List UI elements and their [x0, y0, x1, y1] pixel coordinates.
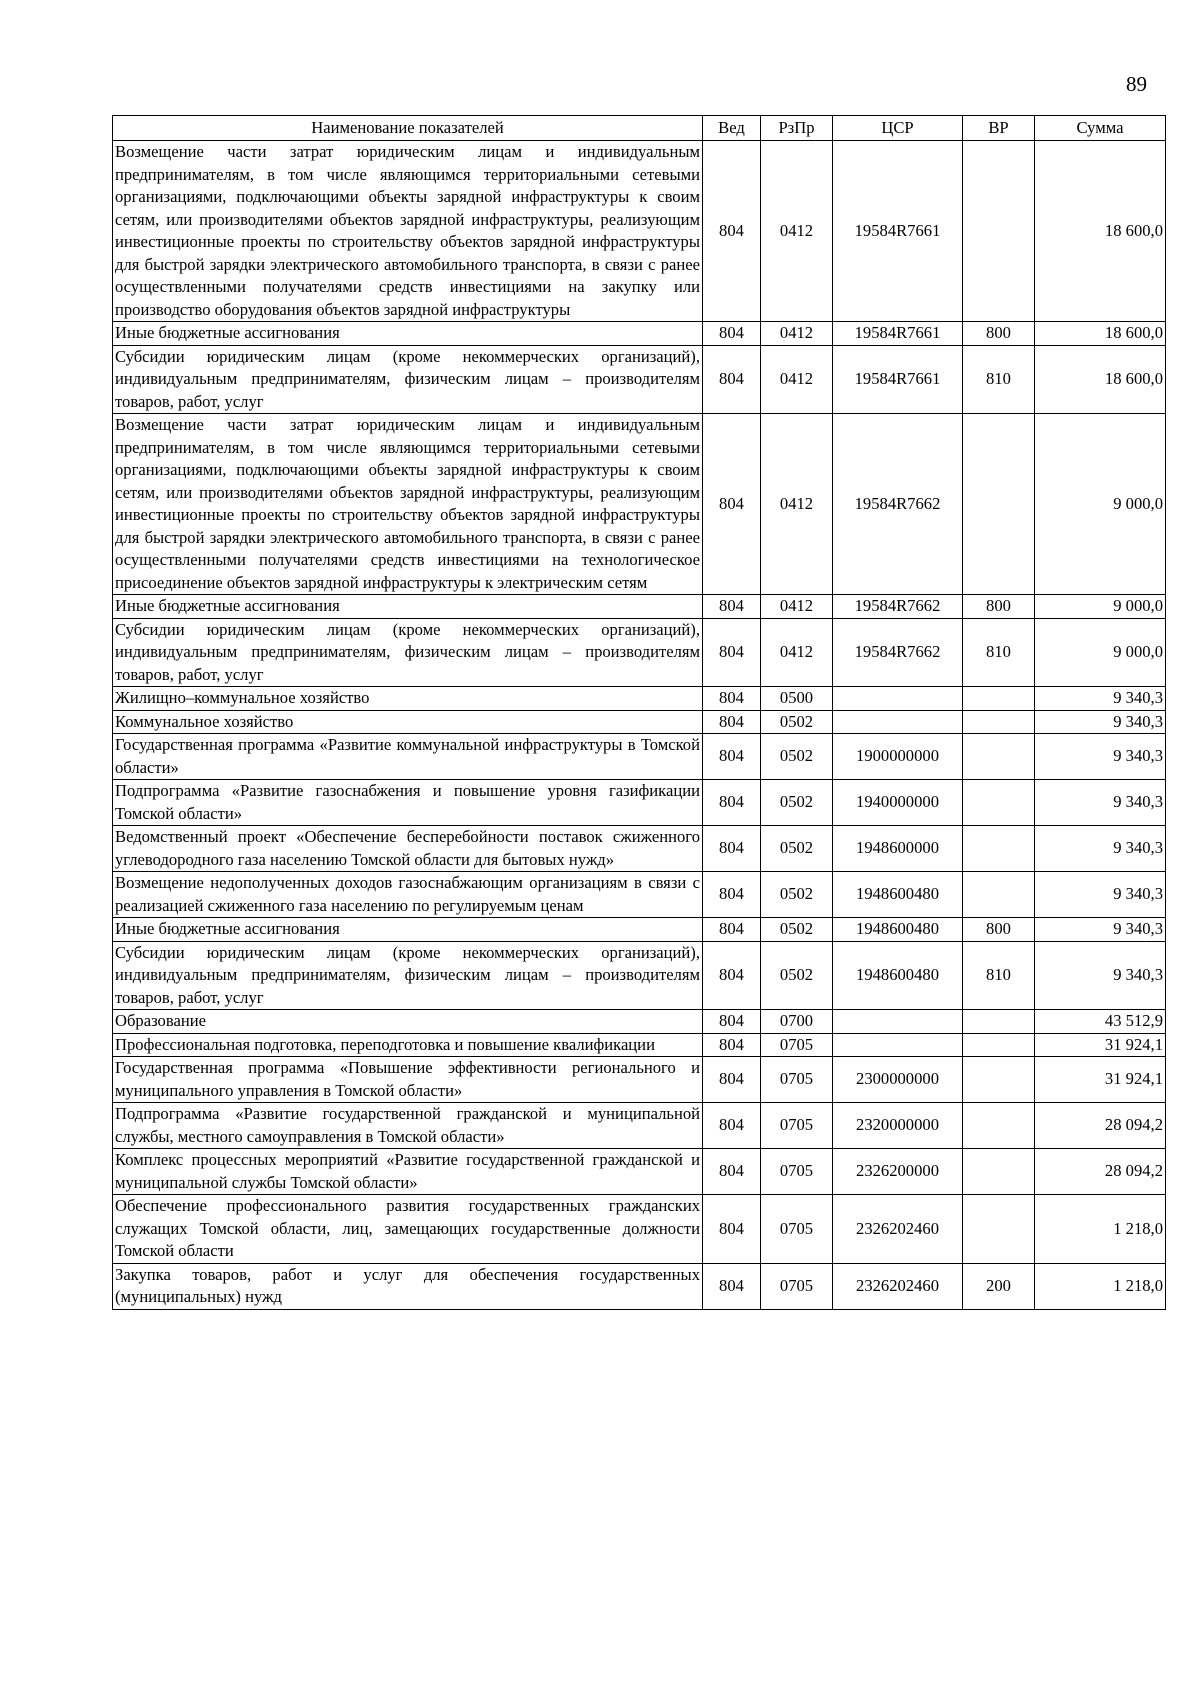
row-vr [963, 414, 1035, 595]
row-csr [833, 1010, 963, 1034]
header-rzpr: РзПр [761, 116, 833, 141]
table-row [113, 687, 1166, 711]
table-row [113, 1149, 1166, 1195]
row-rzpr: 0705 [761, 1057, 833, 1103]
row-vr: 800 [963, 918, 1035, 942]
row-vr [963, 734, 1035, 780]
row-rzpr: 0705 [761, 1149, 833, 1195]
row-vr [963, 687, 1035, 711]
header-sum: Сумма [1035, 116, 1166, 141]
row-sum: 18 600,0 [1035, 345, 1166, 414]
table-header-row [113, 116, 1166, 141]
row-rzpr: 0412 [761, 414, 833, 595]
row-name: Возмещение недополученных доходов газоснабжающим организациям в связи с реализацией сжиженного газа населению по регулируемым ценам [113, 872, 703, 918]
row-name: Субсидии юридическим лицам (кроме некоммерческих организаций), индивидуальным предпринимателям, физическим лицам – производителям товаров, работ, услуг [113, 618, 703, 687]
row-sum: 28 094,2 [1035, 1103, 1166, 1149]
table-row [113, 1263, 1166, 1309]
table-row [113, 322, 1166, 346]
row-rzpr: 0705 [761, 1033, 833, 1057]
row-ved: 804 [703, 710, 761, 734]
row-name: Образование [113, 1010, 703, 1034]
row-vr [963, 1195, 1035, 1264]
row-ved: 804 [703, 687, 761, 711]
row-vr [963, 1033, 1035, 1057]
row-ved: 804 [703, 1263, 761, 1309]
row-sum: 9 340,3 [1035, 872, 1166, 918]
row-csr: 19584R7662 [833, 414, 963, 595]
row-csr: 1948600480 [833, 918, 963, 942]
row-sum: 9 340,3 [1035, 941, 1166, 1010]
row-csr [833, 1033, 963, 1057]
row-vr: 800 [963, 322, 1035, 346]
row-csr: 1940000000 [833, 780, 963, 826]
row-vr: 810 [963, 618, 1035, 687]
row-ved: 804 [703, 918, 761, 942]
row-csr: 19584R7661 [833, 322, 963, 346]
row-vr [963, 1103, 1035, 1149]
row-name: Подпрограмма «Развитие государственной гражданской и муниципальной службы, местного самоуправления в Томской области» [113, 1103, 703, 1149]
row-csr: 2326202460 [833, 1195, 963, 1264]
row-name: Иные бюджетные ассигнования [113, 595, 703, 619]
row-name: Закупка товаров, работ и услуг для обеспечения государственных (муниципальных) нужд [113, 1263, 703, 1309]
row-vr: 810 [963, 941, 1035, 1010]
row-rzpr: 0502 [761, 826, 833, 872]
row-rzpr: 0412 [761, 322, 833, 346]
row-vr: 200 [963, 1263, 1035, 1309]
header-csr: ЦСР [833, 116, 963, 141]
row-ved: 804 [703, 872, 761, 918]
row-sum: 31 924,1 [1035, 1057, 1166, 1103]
row-sum: 9 000,0 [1035, 414, 1166, 595]
row-name: Комплекс процессных мероприятий «Развитие государственной гражданской и муниципальной службы Томской области» [113, 1149, 703, 1195]
row-vr [963, 780, 1035, 826]
table-row [113, 414, 1166, 595]
row-rzpr: 0705 [761, 1195, 833, 1264]
row-vr [963, 141, 1035, 322]
row-csr: 1948600480 [833, 941, 963, 1010]
row-name: Иные бюджетные ассигнования [113, 918, 703, 942]
row-csr: 19584R7662 [833, 618, 963, 687]
row-sum: 1 218,0 [1035, 1195, 1166, 1264]
row-ved: 804 [703, 1010, 761, 1034]
row-name: Профессиональная подготовка, переподготовка и повышение квалификации [113, 1033, 703, 1057]
row-csr: 2320000000 [833, 1103, 963, 1149]
row-ved: 804 [703, 1057, 761, 1103]
table-row [113, 1057, 1166, 1103]
row-csr: 1948600000 [833, 826, 963, 872]
row-rzpr: 0705 [761, 1263, 833, 1309]
row-ved: 804 [703, 826, 761, 872]
row-csr: 1900000000 [833, 734, 963, 780]
row-sum: 18 600,0 [1035, 322, 1166, 346]
table-row [113, 1195, 1166, 1264]
row-ved: 804 [703, 941, 761, 1010]
row-sum: 18 600,0 [1035, 141, 1166, 322]
table-row [113, 710, 1166, 734]
row-name: Возмещение части затрат юридическим лицам и индивидуальным предпринимателям, в том числе являющимся территориальными сетевыми организациями, подключающими объекты зарядной инфраструктуры к своим сетям, или производителями объектов зарядной инфраструктуры, реализующим инвестиционные проекты по строительству объектов зарядной инфраструктуры для быстрой зарядки электрического автомобильного транспорта, в связи с ранее осуществленными получателями средств инвестициями на закупку или производство оборудования объектов зарядной инфраструктуры [113, 141, 703, 322]
row-csr: 2300000000 [833, 1057, 963, 1103]
row-rzpr: 0705 [761, 1103, 833, 1149]
row-name: Субсидии юридическим лицам (кроме некоммерческих организаций), индивидуальным предпринимателям, физическим лицам – производителям товаров, работ, услуг [113, 345, 703, 414]
row-ved: 804 [703, 322, 761, 346]
row-rzpr: 0502 [761, 710, 833, 734]
row-rzpr: 0502 [761, 941, 833, 1010]
row-ved: 804 [703, 1103, 761, 1149]
row-sum: 9 340,3 [1035, 826, 1166, 872]
row-csr: 1948600480 [833, 872, 963, 918]
row-ved: 804 [703, 345, 761, 414]
table-row [113, 734, 1166, 780]
row-vr [963, 1149, 1035, 1195]
row-sum: 43 512,9 [1035, 1010, 1166, 1034]
row-name: Государственная программа «Развитие коммунальной инфраструктуры в Томской области» [113, 734, 703, 780]
header-vr: ВР [963, 116, 1035, 141]
row-rzpr: 0412 [761, 595, 833, 619]
row-ved: 804 [703, 414, 761, 595]
table-row [113, 918, 1166, 942]
row-sum: 1 218,0 [1035, 1263, 1166, 1309]
row-vr: 800 [963, 595, 1035, 619]
row-sum: 9 000,0 [1035, 618, 1166, 687]
row-ved: 804 [703, 595, 761, 619]
row-vr: 810 [963, 345, 1035, 414]
row-name: Возмещение части затрат юридическим лицам и индивидуальным предпринимателям, в том числе являющимся территориальными сетевыми организациями, подключающими объекты зарядной инфраструктуры к своим сетям, или производителями объектов зарядной инфраструктуры, реализующим инвестиционные проекты по строительству объектов зарядной инфраструктуры для быстрой зарядки электрического автомобильного транспорта, в связи с ранее осуществленными получателями средств инвестициями на технологическое присоединение объектов зарядной инфраструктуры к электрическим сетям [113, 414, 703, 595]
row-rzpr: 0500 [761, 687, 833, 711]
row-ved: 804 [703, 1033, 761, 1057]
row-sum: 9 000,0 [1035, 595, 1166, 619]
row-vr [963, 826, 1035, 872]
row-csr: 19584R7661 [833, 141, 963, 322]
row-csr [833, 710, 963, 734]
table-row [113, 595, 1166, 619]
row-rzpr: 0412 [761, 345, 833, 414]
row-rzpr: 0502 [761, 918, 833, 942]
row-vr [963, 1057, 1035, 1103]
row-ved: 804 [703, 1149, 761, 1195]
row-vr [963, 1010, 1035, 1034]
table-row [113, 1010, 1166, 1034]
table-row [113, 872, 1166, 918]
row-ved: 804 [703, 618, 761, 687]
row-vr [963, 872, 1035, 918]
row-rzpr: 0502 [761, 872, 833, 918]
row-csr: 2326200000 [833, 1149, 963, 1195]
row-csr [833, 687, 963, 711]
table-row [113, 941, 1166, 1010]
row-sum: 9 340,3 [1035, 734, 1166, 780]
table-row [113, 780, 1166, 826]
row-csr: 19584R7661 [833, 345, 963, 414]
row-ved: 804 [703, 1195, 761, 1264]
table-row [113, 345, 1166, 414]
row-rzpr: 0502 [761, 780, 833, 826]
row-csr: 19584R7662 [833, 595, 963, 619]
row-name: Государственная программа «Повышение эффективности регионального и муниципального управления в Томской области» [113, 1057, 703, 1103]
row-name: Коммунальное хозяйство [113, 710, 703, 734]
row-sum: 9 340,3 [1035, 918, 1166, 942]
row-ved: 804 [703, 780, 761, 826]
row-sum: 9 340,3 [1035, 687, 1166, 711]
row-rzpr: 0412 [761, 618, 833, 687]
table-row [113, 1033, 1166, 1057]
row-rzpr: 0502 [761, 734, 833, 780]
row-name: Подпрограмма «Развитие газоснабжения и повышение уровня газификации Томской области» [113, 780, 703, 826]
table-row [113, 826, 1166, 872]
row-vr [963, 710, 1035, 734]
row-sum: 9 340,3 [1035, 710, 1166, 734]
row-ved: 804 [703, 734, 761, 780]
row-sum: 28 094,2 [1035, 1149, 1166, 1195]
row-name: Жилищно–коммунальное хозяйство [113, 687, 703, 711]
budget-table [112, 115, 1166, 1310]
row-sum: 31 924,1 [1035, 1033, 1166, 1057]
row-ved: 804 [703, 141, 761, 322]
page-number: 89 [1126, 72, 1147, 96]
row-sum: 9 340,3 [1035, 780, 1166, 826]
header-name: Наименование показателей [113, 116, 703, 141]
row-name: Обеспечение профессионального развития государственных гражданских служащих Томской области, лиц, замещающих государственные должности Томской области [113, 1195, 703, 1264]
row-name: Ведомственный проект «Обеспечение бесперебойности поставок сжиженного углеводородного газа населению Томской области для бытовых нужд» [113, 826, 703, 872]
table-row [113, 618, 1166, 687]
table-row [113, 141, 1166, 322]
table-row [113, 1103, 1166, 1149]
row-rzpr: 0412 [761, 141, 833, 322]
row-csr: 2326202460 [833, 1263, 963, 1309]
row-name: Субсидии юридическим лицам (кроме некоммерческих организаций), индивидуальным предпринимателям, физическим лицам – производителям товаров, работ, услуг [113, 941, 703, 1010]
header-ved: Вед [703, 116, 761, 141]
row-name: Иные бюджетные ассигнования [113, 322, 703, 346]
row-rzpr: 0700 [761, 1010, 833, 1034]
